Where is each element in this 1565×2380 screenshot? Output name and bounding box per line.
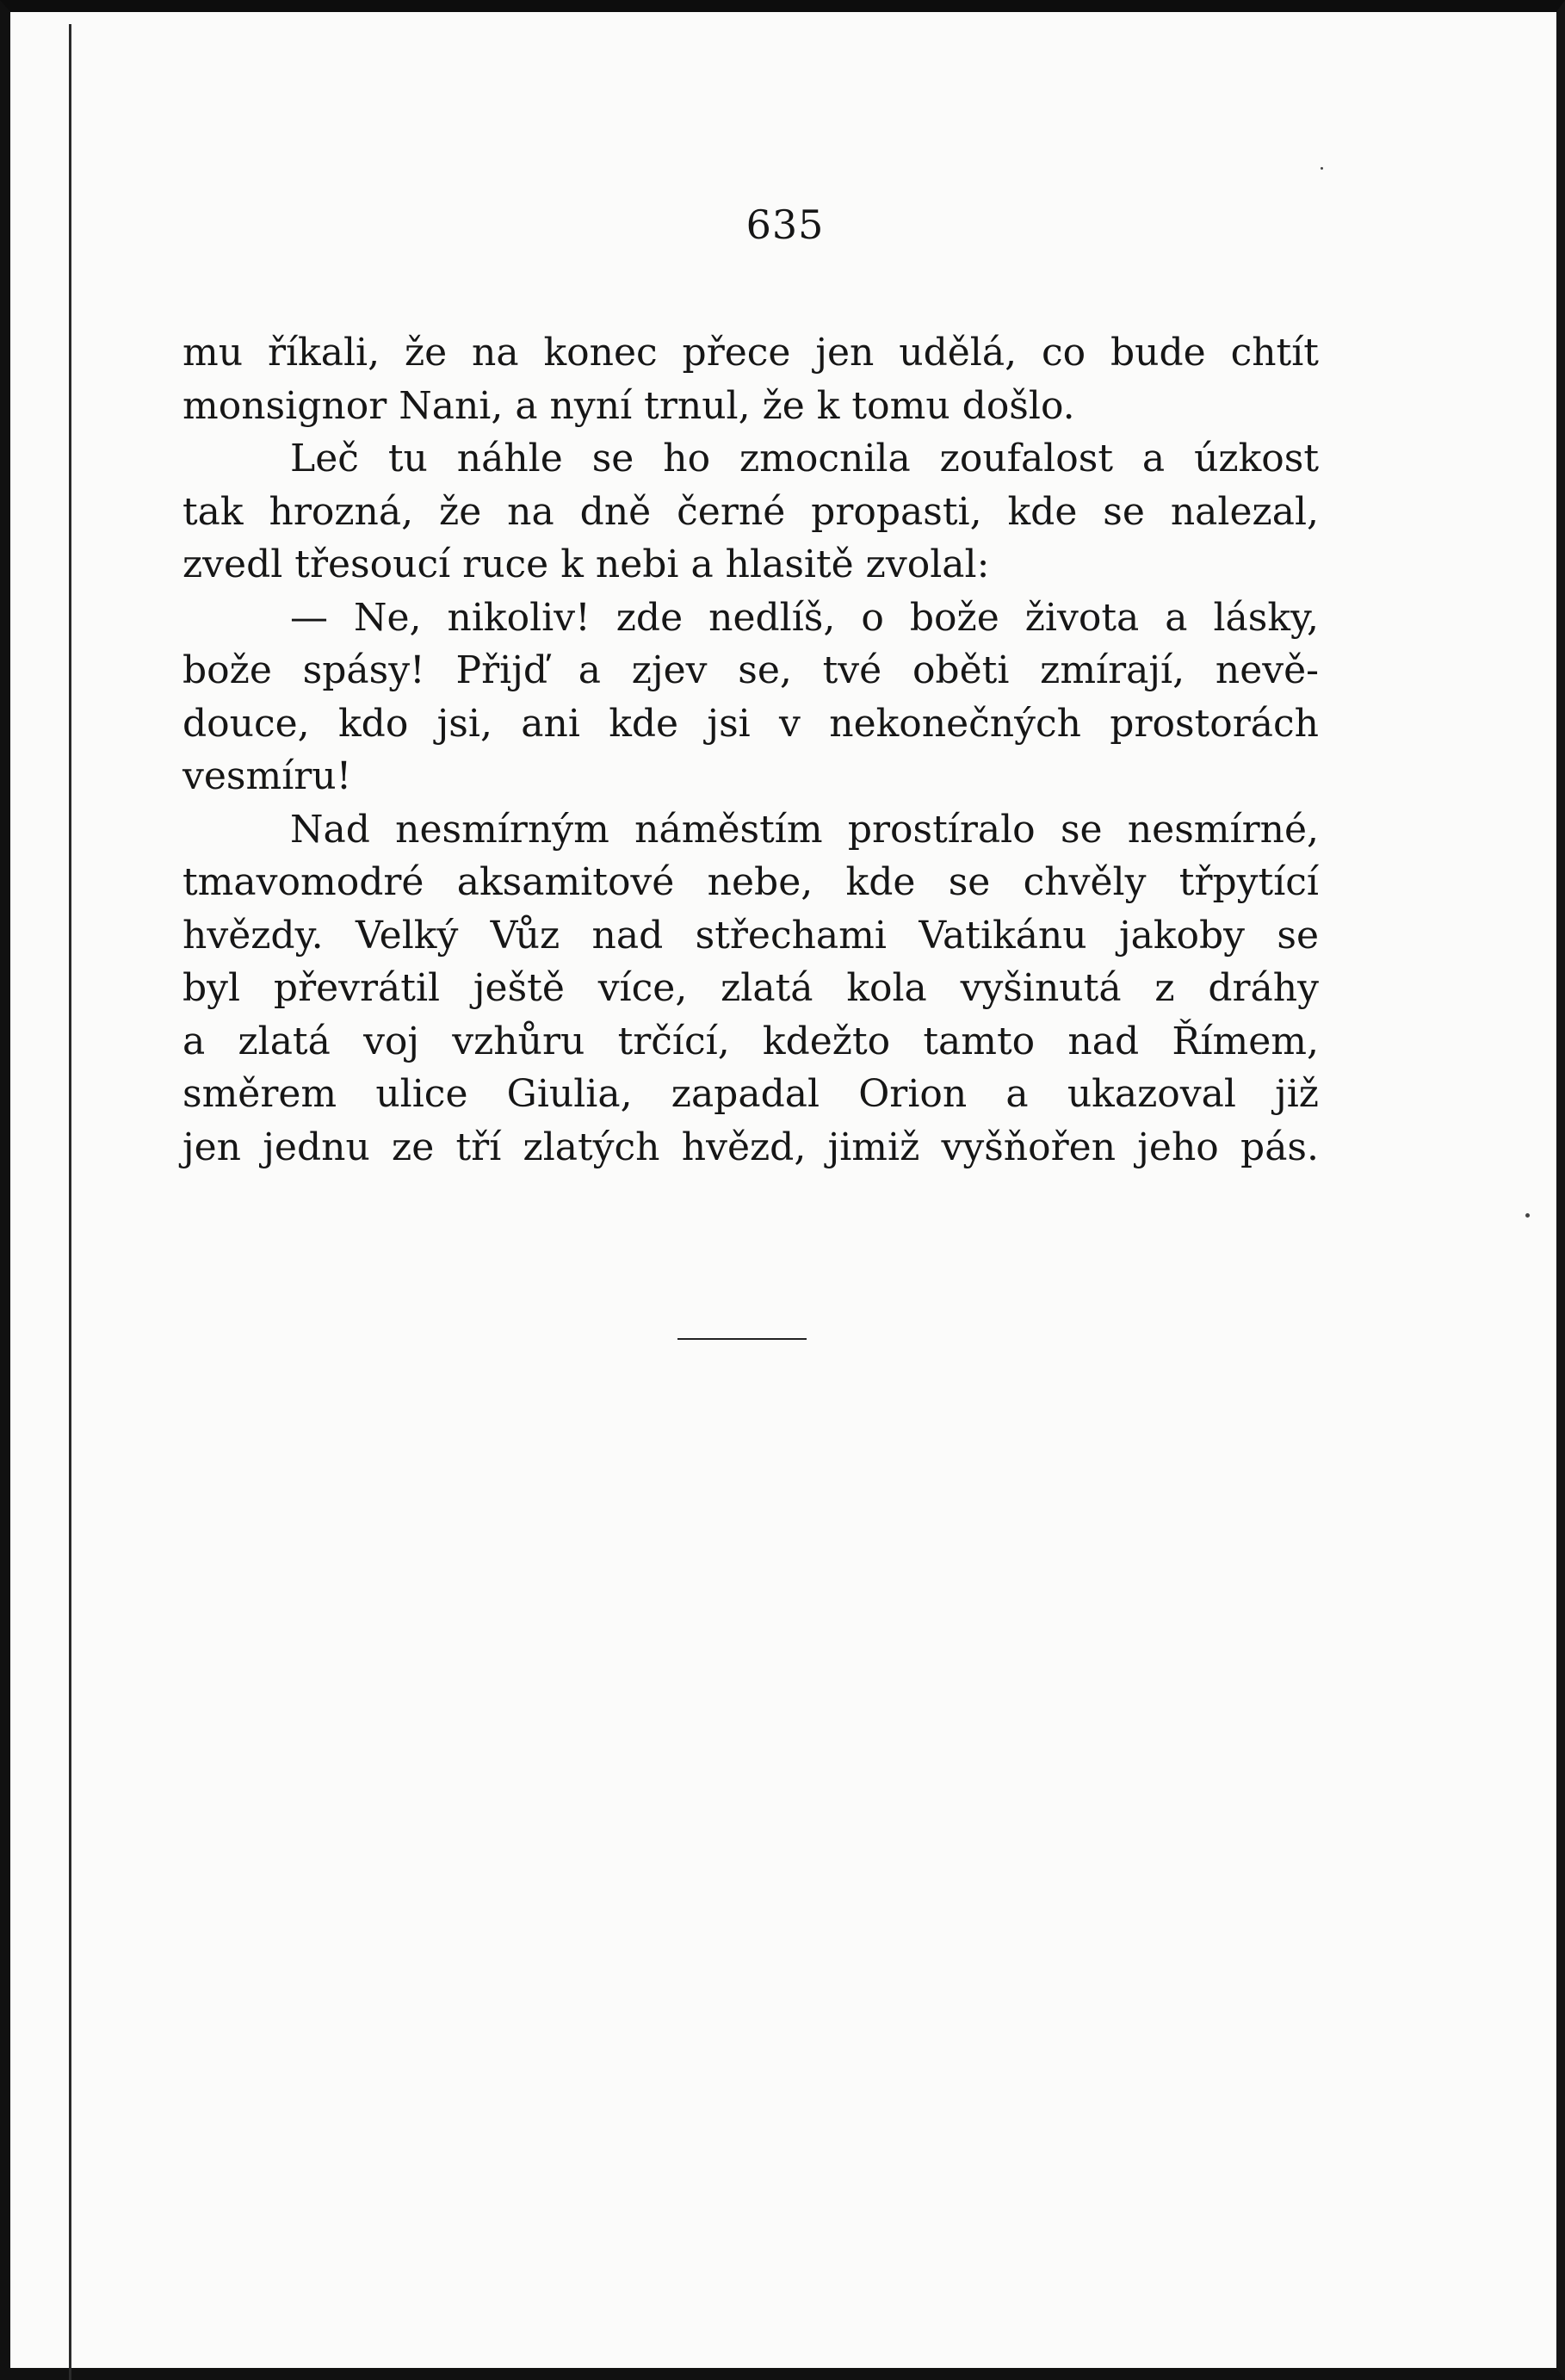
text-line: bože spásy! Přijď a zjev se, tvé oběti zmírají, nevě- xyxy=(182,648,1319,692)
scan-speck xyxy=(1321,167,1323,170)
text-line: vesmíru! xyxy=(182,754,352,798)
text-line: monsignor Nani, a nyní trnul, že k tomu došlo. xyxy=(182,383,1075,428)
scan-speck xyxy=(1525,1213,1530,1218)
page-number: 635 xyxy=(745,201,825,248)
text-line: tak hrozná, že na dně černé propasti, kde se nalezal, xyxy=(182,489,1319,534)
text-line: Nad nesmírným náměstím prostíralo se nesmírné, xyxy=(290,807,1319,852)
text-line: hvězdy. Velký Vůz nad střechami Vatikánu jakoby se xyxy=(182,913,1319,958)
text-line: zvedl třesoucí ruce k nebi a hlasitě zvolal: xyxy=(182,542,990,586)
text-line: jen jednu ze tří zlatých hvězd, jimiž vyšňořen jeho pás. xyxy=(182,1125,1319,1169)
text-line: Leč tu náhle se ho zmocnila zoufalost a úzkost xyxy=(290,437,1319,480)
binding-edge xyxy=(69,24,71,2380)
text-line: tmavomodré aksamitové nebe, kde se chvěly třpytící xyxy=(182,860,1319,904)
text-line: — Ne, nikoliv! zde nedlíš, o bože života a lásky, xyxy=(290,595,1319,640)
text-line: a zlatá voj vzhůru trčící, kdežto tamto nad Římem, xyxy=(182,1019,1319,1063)
text-line: mu říkali, že na konec přece jen udělá, co bude chtít xyxy=(182,331,1319,375)
text-line: směrem ulice Giulia, zapadal Orion a ukazoval již xyxy=(182,1072,1319,1116)
section-end-rule xyxy=(677,1338,807,1340)
text-line: byl převrátil ještě více, zlatá kola vyšinutá z dráhy xyxy=(182,966,1319,1010)
text-line: douce, kdo jsi, ani kde jsi v nekonečných prostorách xyxy=(182,701,1319,746)
body-text xyxy=(182,326,1319,1174)
